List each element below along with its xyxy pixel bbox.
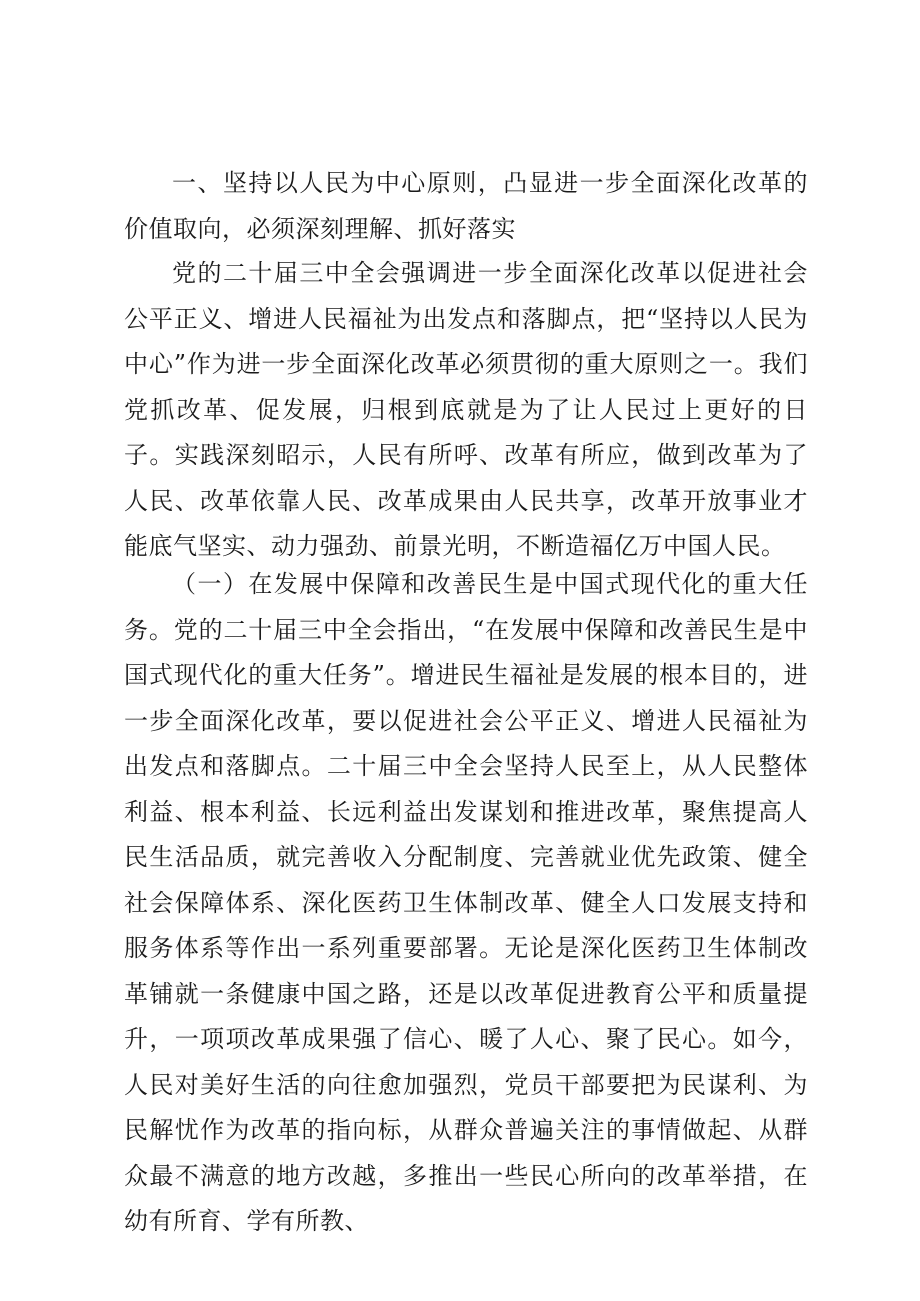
body-paragraph: 党的二十届三中全会强调进一步全面深化改革以促进社会公平正义、增进人民福祉为出发点和落脚点，把“坚持以人民为中心”作为进一步全面深化改革必须贯彻的重大原则之一。我们党抓改革、促发展，归根到底就是为了让人民过上更好的日子。实践深刻昭示，人民有所呼、改革有所应，做到改革为了人民、改革依靠人民、改革成果由人民共享，改革开放事业才能底气坚实、动力强劲、前景光明，不断造福亿万中国人民。 [124,259,808,560]
section-heading: 一、坚持以人民为中心原则，凸显进一步全面深化改革的价值取向，必须深刻理解、抓好落实 [124,169,808,243]
body-paragraph: （一）在发展中保障和改善民生是中国式现代化的重大任务。党的二十届三中全会指出，“在发展中保障和改善民生是中国式现代化的重大任务”。增进民生福祉是发展的根本目的，进一步全面深化改革，要以促进社会公平正义、增进人民福祉为出发点和落脚点。二十届三中全会坚持人民至上，从人民整体利益、根本利益、长远利益出发谋划和推进改革，聚焦提高人民生活品质，就完善收入分配制度、完善就业优先政策、健全社会保障体系、深化医药卫生体制改革、健全人口发展支持和服务体系等作出一系列重要部署。无论是深化医药卫生体制改革铺就一条健康中国之路，还是以改革促进教育公平和质量提升，一项项改革成果强了信心、暖了人心、聚了民心。如今，人民对美好生活的向往愈加强烈，党员干部要把为民谋利、为民解忧作为改革的指向标，从群众普遍关注的事情做起、从群众最不满意的地方改越，多推出一些民心所向的改革举措，在幼有所育、学有所教、 [124,570,808,1235]
